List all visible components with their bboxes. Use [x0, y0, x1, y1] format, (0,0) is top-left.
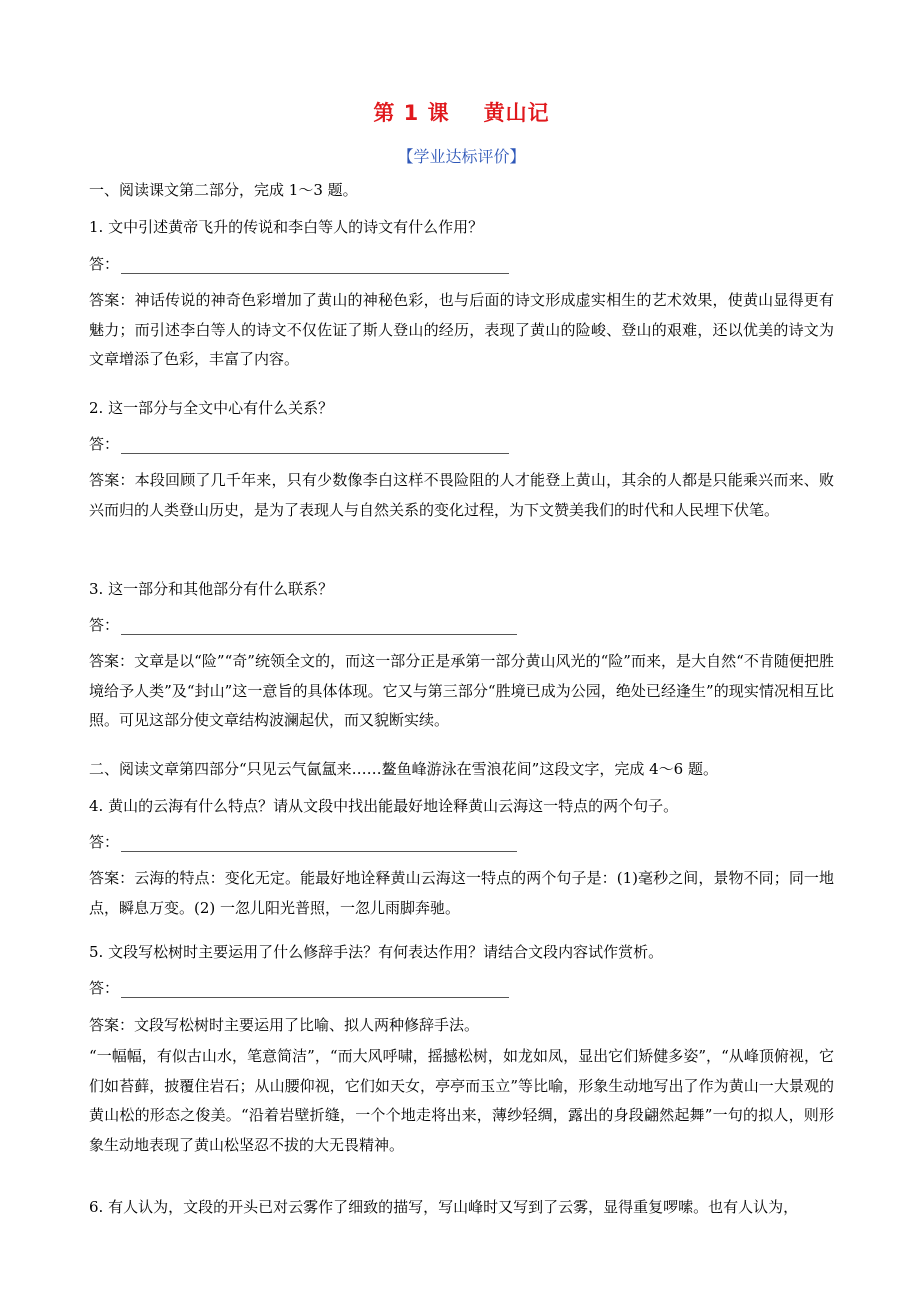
answer-blank[interactable]: [121, 983, 509, 998]
question-3: 3. 这一部分和其他部分有什么联系？: [89, 580, 334, 598]
answer-label: 答：: [89, 616, 120, 634]
answer-blank[interactable]: [121, 620, 517, 635]
answer-line-4: [89, 832, 517, 852]
answer-line-3: [89, 615, 517, 635]
answer-label: 答：: [89, 255, 120, 273]
question-4: 4. 黄山的云海有什么特点？请从文段中找出能最好地诠释黄山云海这一特点的两个句子。: [89, 797, 679, 815]
page-title: [89, 97, 834, 127]
section-subtitle: 【学业达标评价】: [397, 147, 526, 166]
lesson-number: 第 1 课: [373, 101, 450, 125]
section-2-heading: 二、阅读文章第四部分“只见云气氤氲来……鳌鱼峰游泳在雪浪花间”这段文字，完成 4～6 题。: [89, 760, 718, 778]
answer-3: 答案：文章是以“险”“奇”统领全文的，而这一部分正是承第一部分黄山风光的“险”而来，是大自然“不肯随便把胜境给予人类”及“封山”这一意旨的具体体现。它又与第三部分“胜境已成为公园，绝处已经逢生”的现实情况相互比照。可见这部分使文章结构波澜起伏，而又貌断实续。: [89, 652, 834, 729]
answer-line-2: [89, 434, 509, 454]
lesson-name: 黄山记: [483, 101, 550, 125]
answer-1: 答案：神话传说的神奇色彩增加了黄山的神秘色彩，也与后面的诗文形成虚实相生的艺术效果，使黄山显得更有魅力；而引述李白等人的诗文不仅佐证了斯人登山的经历，表现了黄山的险峻、登山的艰难，还以优美的诗文为文章增添了色彩，丰富了内容。: [89, 291, 834, 368]
question-1: 1. 文中引述黄帝飞升的传说和李白等人的诗文有什么作用？: [89, 218, 484, 236]
answer-2: 答案：本段回顾了几千年来，只有少数像李白这样不畏险阻的人才能登上黄山，其余的人都是只能乘兴而来、败兴而归的人类登山历史，是为了表现人与自然关系的变化过程，为下文赞美我们的时代和人民埋下伏笔。: [89, 471, 834, 519]
answer-blank[interactable]: [121, 837, 517, 852]
answer-line-5: [89, 978, 509, 998]
section-1-heading: 一、阅读课文第二部分，完成 1～3 题。: [89, 181, 358, 199]
answer-5: 答案：文段写松树时主要运用了比喻、拟人两种修辞手法。: [89, 1016, 480, 1034]
answer-label: 答：: [89, 435, 120, 453]
answer-blank[interactable]: [121, 259, 509, 274]
answer-label: 答：: [89, 833, 120, 851]
answer-blank[interactable]: [121, 439, 509, 454]
question-5: 5. 文段写松树时主要运用了什么修辞手法？有何表达作用？请结合文段内容试作赏析。: [89, 943, 664, 961]
question-2: 2. 这一部分与全文中心有什么关系？: [89, 399, 334, 417]
answer-5-detail: “一幅幅，有似古山水，笔意简洁”，“而大风呼啸，摇撼松树，如龙如凤，显出它们矫健多姿”，“从峰顶俯视，它们如苔藓，披覆住岩石；从山腰仰视，它们如天女，亭亭而玉立”等比喻，形象生动地写出了作为黄山一大景观的黄山松的形态之俊美。“沿着岩壁折缝，一个个地走将出来，薄纱轻绸，露出的身段翩然起舞”一句的拟人，则形象生动地表现了黄山松坚忍不拔的大无畏精神。: [89, 1047, 834, 1154]
answer-line-1: [89, 254, 509, 274]
answer-4: 答案：云海的特点：变化无定。能最好地诠释黄山云海这一特点的两个句子是：(1)毫秒之间，景物不同；同一地点，瞬息万变。(2) 一忽儿阳光普照，一忽儿雨脚奔驰。: [89, 869, 834, 917]
question-6: 6. 有人认为，文段的开头已对云雾作了细致的描写，写山峰时又写到了云雾，显得重复啰嗦。也有人认为，: [89, 1198, 799, 1216]
answer-label: 答：: [89, 979, 120, 997]
